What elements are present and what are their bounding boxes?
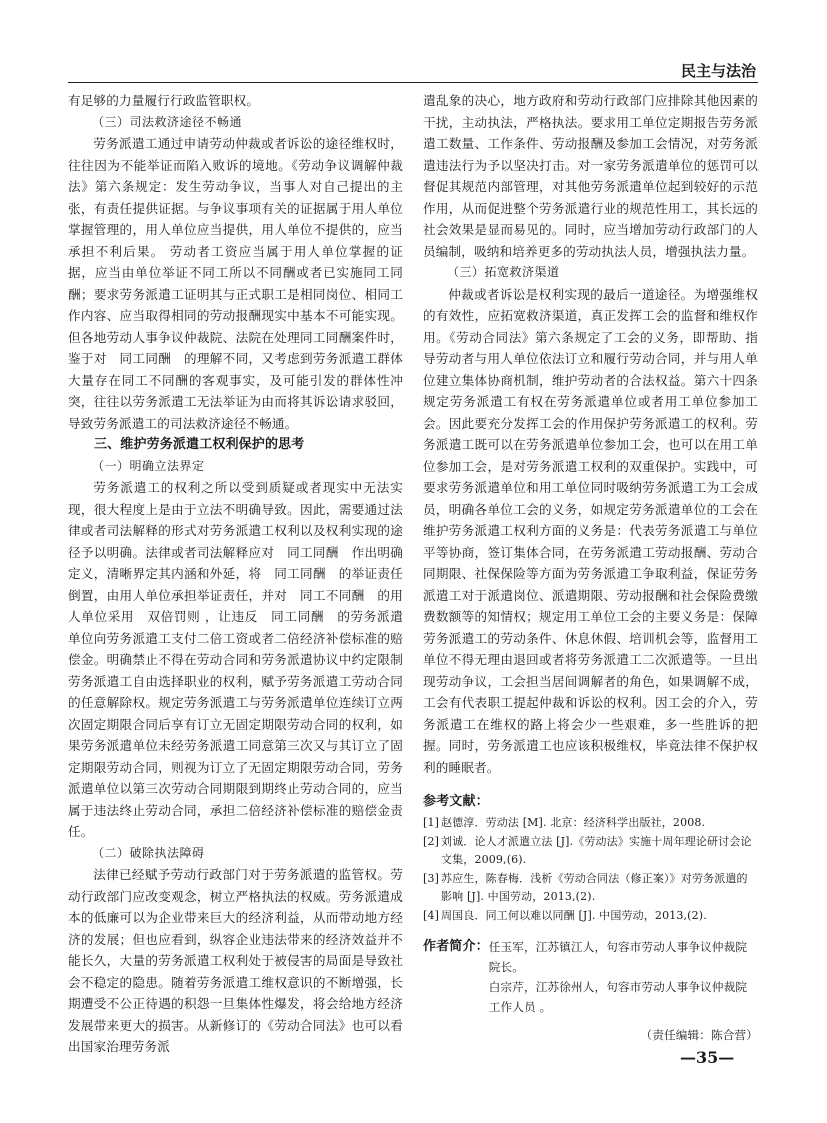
section-name: 民主与法治 xyxy=(680,62,756,80)
references-title: 参考文献： xyxy=(423,794,489,809)
body-paragraph: 有足够的力量履行行政监管职权。 xyxy=(68,93,260,108)
reference-number: [2] xyxy=(423,834,440,848)
page-header xyxy=(68,62,758,83)
body-paragraph: 法律已经赋予劳动行政部门对于劳务派遣的监管权。劳动行政部门应改变观念，树立严格执法的权威。劳务派遣成本的低廉可以为企业带来巨大的经济利益，从而带动地方经济的发展；但也应看到，纵容企业违法带来的经济效益并不能长久，大量的劳务派遣工权利处于被侵害的局面是导致社会不稳定的隐患。随着劳务派遣工维权意识的不断增强，长期遭受不公正待遇的积怨一旦集体性爆发，将会给地方经济发展带来更大的损害。从新修订的《劳动合同法》也可以看出国家治理劳务派 xyxy=(68,867,403,1054)
reference-number: [3] xyxy=(423,871,440,885)
author-bio-body xyxy=(489,937,758,1017)
reference-text: 刘诚．论人才派遣立法 [J].《劳动法》实施十周年理论研讨会论文集，2009,(6). xyxy=(441,834,752,866)
reference-item xyxy=(423,907,758,926)
reference-number: [4] xyxy=(423,908,440,922)
body-paragraph: 遣乱象的决心，地方政府和劳动行政部门应排除其他因素的干扰，主动执法，严格执法。要求用工单位定期报告劳务派遣工数量、工作条件、劳动报酬及参加工会情况，对劳务派遣违法行为予以坚决打击。对一家劳务派遣单位的惩罚可以督促其规范内部管理，对其他劳务派遣单位起到较好的示范作用，从而促进整个劳务派遣行业的规范性用工，其长远的社会效果是显而易见的。同时，应当增加劳动行政部门的人员编制，吸纳和培养更多的劳动执法人员，增强执法力量。 xyxy=(423,93,758,259)
reference-number: [1] xyxy=(423,816,440,829)
reference-text: 苏应生，陈春梅．浅析《劳动合同法（修正案）》对劳务派遣的影响 [J]. 中国劳动，2013,(2). xyxy=(441,871,748,903)
body-paragraph: 仲裁或者诉讼是权利实现的最后一道途径。为增强维权的有效性，应拓宽救济渠道，真正发挥工会的监督和维权作用。《劳动合同法》第六条规定了工会的义务，即帮助、指导劳动者与用人单位依法订立和履行劳动合同，并与用人单位建立集体协商机制，维护劳动者的合法权益。第六十四条规定劳务派遣工有权在劳务派遣单位或者用工单位参加工会。因此要充分发挥工会的作用保护劳务派遣工的权利。劳务派遣工既可以在劳务派遣单位参加工会，也可以在用工单位参加工会，是对劳务派遣工权利的双重保护。实践中，可要求劳务派遣单位和用工单位同时吸纳劳务派遣工为工会成员，明确各单位工会的义务，如规定劳务派遣单位的工会在维护劳务派遣工权利方面的义务是：代表劳务派遣工与单位平等协商，签订集体合同，在劳务派遣工劳动报酬、劳动合同期限、社保保险等方面为劳务派遣工争取利益，保证劳务派遣工对于派遣岗位、派遣期限、劳动报酬和社会保险费缴费数额等的知情权；规定用工单位工会的主要义务是：保障劳务派遣工的劳动条件、休息休假、培训机会等，监督用工单位不得无理由退回或者将劳务派遣工二次派遣等。一旦出现劳动争议，工会担当居间调解者的角色，如果调解不成，工会有代表职工提起仲裁和诉讼的权利。因工会的介入，劳务派遣工在维权的路上将会少一些艰难，多一些胜诉的把握。同时，劳务派遣工也应该积极维权，毕竟法律不保护权利的睡眠者。 xyxy=(423,286,758,775)
reference-text: 赵德淳．劳动法 [M]. 北京：经济科学出版社，2008. xyxy=(441,816,706,829)
body-paragraph: 劳务派遣工通过申请劳动仲裁或者诉讼的途径维权时，往往因为不能举证而陷入败诉的境地。《劳动争议调解仲裁法》第六条规定：发生劳动争议，当事人对自己提出的主张，有责任提供证据。与争议事项有关的证据属于用人单位掌握管理的，用人单位应当提供，用人单位不提供的，应当承担不利后果。 劳动者工资应当属于用人单位掌握的证据，应当由单位举证不同工所以不同酬或者已实施同工同酬；要求劳务派遣工证明其与正式职工是相同岗位、相同工作内容、应当取得相同的劳动报酬现实中基本不可能实现。但各地劳动人事争议仲裁院、法院在处理同工同酬案件时，鉴于对 同工同酬 的理解不同，又考虑到劳务派遣工群体大量存在同工不同酬的客观事实，及可能引发的群体性冲突，往往以劳务派遣工无法举证为由而将其诉讼请求驳回，导致劳务派遣工的司法救济途径不畅通。 xyxy=(68,136,403,431)
subsection-heading: （三）拓宽救济渠道 xyxy=(447,265,560,279)
author-bio-line: 白宗芹，江苏徐州人，句容市劳动人事争议仲裁院工作人员 。 xyxy=(488,980,748,1014)
responsible-editor: （责任编辑：陈合营） xyxy=(640,1028,758,1042)
right-column xyxy=(423,90,758,1045)
author-bio-line: 任玉军，江苏镇江人，句容市劳动人事争议仲裁院院长。 xyxy=(488,940,748,974)
reference-item xyxy=(423,870,758,907)
page-number: —35— xyxy=(680,1048,735,1067)
section-heading: 三、维护劳务派遣工权利保护的思考 xyxy=(94,437,305,452)
subsection-heading: （三）司法救济途径不畅通 xyxy=(92,114,243,129)
author-bio-label: 作者简介： xyxy=(423,939,489,954)
subsection-heading: （二）破除执法障碍 xyxy=(92,845,205,860)
reference-item xyxy=(423,833,758,870)
reference-list xyxy=(423,814,758,925)
subsection-heading: （一）明确立法界定 xyxy=(92,458,205,473)
reference-item xyxy=(423,814,758,833)
reference-text: 周国良．同工何以难以同酬 [J]. 中国劳动，2013,(2). xyxy=(441,908,707,922)
body-paragraph: 劳务派遣工的权利之所以受到质疑或者现实中无法实现，很大程度上是由于立法不明确导致。因此，需要通过法律或者司法解释的形式对劳务派遣工权利以及权利实现的途径予以明确。法律或者司法解释应对 同工同酬 作出明确定义，清晰界定其内涵和外延，将 同工同酬 的举证责任倒置，由用人单位承担举证责任，并对 同工不同酬 的用人单位采用 双倍罚则 ，让违反 同工同酬 的劳务派遣单位向劳务派遣工支付二倍工资或者二倍经济补偿标准的赔偿金。明确禁止不得在劳动合同和劳务派遣协议中约定限制劳务派遣工自由选择职业的权利，赋予劳务派遣工劳动合同的任意解除权。规定劳务派遣工与劳务派遣单位连续订立两次固定期限合同后享有订立无固定期限劳动合同的权利，如果劳务派遣单位未经劳务派遣工同意第三次又与其订立了固定期限劳动合同，则视为订立了无固定期限劳动合同，劳务派遣单位以第三次劳动合同期限到期终止劳动合同的，应当属于违法终止劳动合同，承担二倍经济补偿标准的赔偿金责任。 xyxy=(68,480,403,839)
left-column xyxy=(68,90,403,1058)
author-bio xyxy=(423,937,758,1017)
right-column-body xyxy=(423,90,758,778)
